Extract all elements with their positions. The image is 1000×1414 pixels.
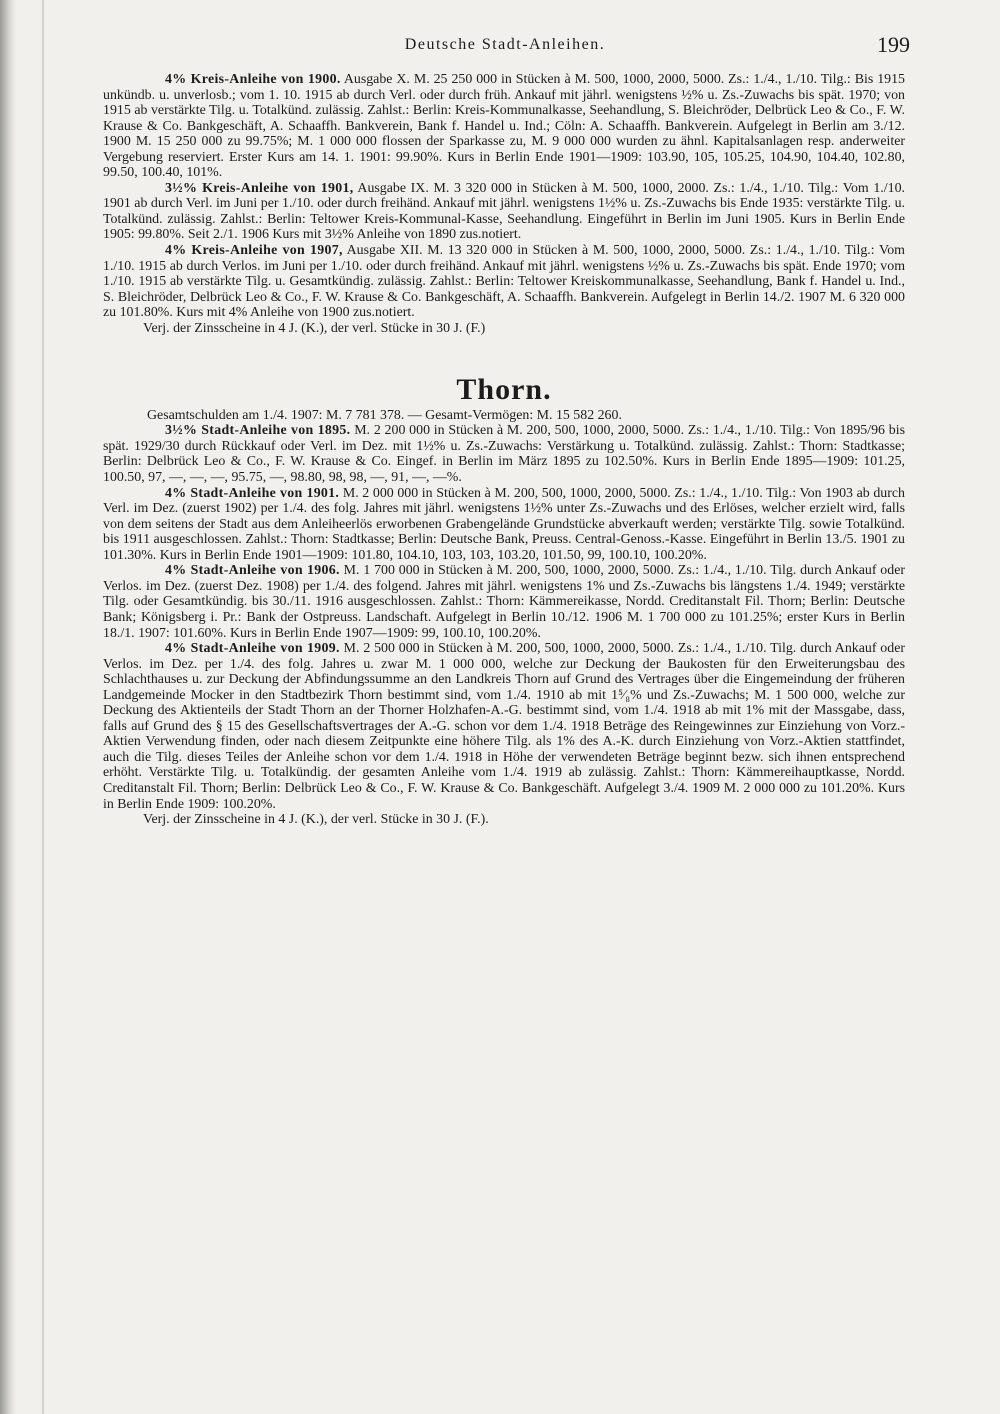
entry-kreis-anleihe-1907 xyxy=(103,243,905,321)
entry-text: M. 2 500 000 in Stücken à M. 200, 500, 1000, 2000, 5000. Zs.: 1./4., 1./10. Tilg. durch Ankauf oder Verlos. im Dez. per 1./4. des folg. Jahres u. zwar M. 1 000 000, welche zur Deckung der Baukosten für den Erweiterungsbau des Schlachthauses u. zur Deckung der Abfindungssumme an den Landkreis Thorn auf Grund des Vertrages über die Eingemeindung der früheren Landgemeinde Mocker in den Stadtbezirk Thorn bestimmt sind, vom 1./4. 1910 ab mit 1⁵⁄₈% und Zs.-Zuwachs; M. 1 500 000, welche zur Deckung des Aktienteils der Stadt Thorn an der Thorner Holzhafen-A.-G. bestimmt sind, vom 1./4. 1918 ab mit 1% mit der Massgabe, dass, falls auf Grund des § 15 des Gesellschaftsvertrages der A.-G. schon vor dem 1./4. 1918 Beträge des Reingewinnes zur Einziehung von Vorz.-Aktien Verwendung finden, oder nach diesem Zeitpunkte eine höhere Tilg. als 1% des A.-K. durch Einziehung von Vorz.-Aktien stattfindet, auch die Tilg. dieses Teiles der Anleihe schon vor dem 1./4. 1918 in Höhe der verwendeten Beträge beginnt bezw. sich ihnen entsprechend erhöht. Verstärkte Tilg. u. Totalkündig. der gesamten Anleihe vom 1./4. 1919 ab zulässig. Zahlst.: Thorn: Kämmereihauptkasse, Nordd. Creditanstalt Fil. Thorn; Berlin: Delbrück Leo & Co., F. W. Krause & Co. Bankgeschäft. Aufgelegt 3./4. 1909 M. 2 000 000 zu 101.20%. Kurs in Berlin Ende 1909: 100.20%. xyxy=(103,641,905,812)
section-title-thorn: Thorn. xyxy=(456,373,552,407)
page-body xyxy=(103,72,905,828)
entry-stadt-anleihe-1909 xyxy=(103,641,905,812)
entry-text: Ausgabe X. M. 25 250 000 in Stücken à M. 500, 1000, 2000, 5000. Zs.: 1./4., 1./10. Tilg.: Bis 1915 unkündb. u. unverlosb.; vom 1. 10. 1915 ab durch Verl. oder durch früh. Ankauf mit jährl. wenigstens ½% u. Zs.-Zuwachs bis spät. 1970; von 1915 ab verstärkte Tilg. u. Totalkünd. zulässig. Zahlst.: Berlin: Kreis-Kommunalkasse, Seehandlung, S. Bleichröder, Delbrück Leo & Co., F. W. Krause & Co. Bankgeschäft, A. Schaaffh. Bankverein, Bank f. Handel u. Ind.; Cöln: A. Schaaffh. Bankverein. Aufgelegt in Berlin am 3./12. 1900 M. 15 250 000 zu 99.75%; M. 1 000 000 flossen der Sparkasse zu, M. 9 000 000 wurden zu ähnl. Kapitalsanlagen resp. anderweiter Vergebung reserviert. Erster Kurs am 14. 1. 1901: 99.90%. Kurs in Berlin Ende 1901—1909: 103.90, 105, 105.25, 104.90, 104.40, 102.80, 99.50, 100.40, 101%. xyxy=(103,72,905,181)
entry-title: 4% Kreis-Anleihe von 1900. xyxy=(165,72,341,87)
entry-kreis-anleihe-1900 xyxy=(103,72,905,181)
entry-text: Ausgabe IX. M. 3 320 000 in Stücken à M. 500, 1000, 2000. Zs.: 1./4., 1./10. Tilg.: Vom 1./10. 1901 ab durch Verl. im Juni per 1./10. oder durch freihänd. Ankauf mit jährl. wenigstens 1½% u. Zs.-Zuwachs bis Ende 1935: verstärkte Tilg. u. Totalkünd. zulässig. Zahlst.: Berlin: Teltower Kreis-Kommunal-Kasse, Seehandlung. Eingeführt in Berlin im Juni 1905. Kurs in Berlin Ende 1905: 99.80%. Seit 2./1. 1906 Kurs mit 3½% Anleihe von 1890 zus.notiert. xyxy=(103,180,905,243)
thorn-summary: Gesamtschulden am 1./4. 1907: M. 7 781 378. — Gesamt-Vermögen: M. 15 582 260. xyxy=(147,407,622,423)
entry-title: 4% Stadt-Anleihe von 1906. xyxy=(165,563,340,579)
entry-text: M. 2 000 000 in Stücken à M. 200, 500, 1000, 2000, 5000. Zs.: 1./4., 1./10. Tilg.: Von 1903 ab durch Verl. im Dez. (zuerst 1902) per 1./4. des folg. Jahres mit jährl. wenigstens 1½% unter Zs.-Zuwachs und des Erlöses, welcher erzielt wird, falls von dem seitens der Stadt aus dem Anleiheerlös erworbenen Grabengelände Grundstücke abverkauft werden; verstärkte Tilg. sowie Totalkünd. bis 1911 ausgeschlossen. Zahlst.: Thorn: Stadtkasse; Berlin: Deutsche Bank, Preuss. Central-Genoss.-Kasse. Eingeführt in Berlin 13./5. 1901 zu 101.30%. Kurs in Berlin Ende 1901—1909: 101.80, 104.10, 103, 103, 103.20, 101.50, 99, 100.10, 100.20%. xyxy=(103,485,905,563)
kreis-verjaehrung-note: Verj. der Zinsscheine in 4 J. (K.), der verl. Stücke in 30 J. (F.) xyxy=(143,320,486,336)
running-head: Deutsche Stadt-Anleihen. xyxy=(404,36,606,53)
entry-text: M. 2 200 000 in Stücken à M. 200, 500, 1000, 2000, 5000. Zs.: 1./4., 1./10. Tilg.: Von 1895/96 bis spät. 1929/30 durch Rückkauf oder Verl. im Dez. mit 1½% u. Zs.-Zuwachs: Verstärkung u. Totalkünd. zulässig. Zahlst.: Thorn: Stadtkasse; Berlin: Delbrück Leo & Co., F. W. Krause & Co. Eingef. in Berlin im März 1895 zu 102.50%. Kurs in Berlin Ende 1895—1909: 101.25, 100.50, 97, —, —, —, 95.75, —, 98.80, 98, 98, —, 91, —, —%. xyxy=(103,423,905,486)
entry-stadt-anleihe-1901 xyxy=(103,486,905,564)
entry-text: M. 1 700 000 in Stücken à M. 200, 500, 1000, 2000, 5000. Zs.: 1./4., 1./10. Tilg. durch Ankauf oder Verlos. im Dez. (zuerst Dez. 1908) per 1./4. des folgend. Jahres mit jährl. wenigstens 1% und Zs.-Zuwachs bis längstens 1./4. 1949; verstärkte Tilg. oder Gesamtkündig. bis 30./11. 1916 ausgeschlossen. Zahlst.: Thorn: Kämmereikasse, Nordd. Creditanstalt Fil. Thorn; Berlin: Deutsche Bank; Königsberg i. Pr.: Bank der Ostpreuss. Landschaft. Aufgelegt in Berlin 10./12. 1906 M. 1 700 000 zu 101.25%; erster Kurs in Berlin 18./1. 1907: 101.60%. Kurs in Berlin Ende 1907—1909: 99, 100.10, 100.20%. xyxy=(103,563,905,641)
page-fold-line xyxy=(42,0,44,1414)
entry-stadt-anleihe-1895 xyxy=(103,423,905,485)
entry-title: 4% Stadt-Anleihe von 1909. xyxy=(165,641,340,657)
entry-stadt-anleihe-1906 xyxy=(103,563,905,641)
page-number: 199 xyxy=(877,32,910,57)
page-header xyxy=(100,32,910,62)
page-edge-shadow xyxy=(0,0,16,1414)
entry-title: 4% Stadt-Anleihe von 1901. xyxy=(165,485,340,501)
entry-text: Ausgabe XII. M. 13 320 000 in Stücken à M. 500, 1000, 2000, 5000. Zs.: 1./4., 1./10. Tilg.: Vom 1./10. 1915 ab durch Verlos. im Juni per 1./10. oder durch freihänd. Ankauf mit jährl. wenigstens ½% u. Zs.-Zuwachs bis spät. Ende 1970; vom 1./10. 1915 ab verstärkte Tilg. u. Gesamtkündig. zulässig. Zahlst.: Berlin: Teltower Kreiskommunalkasse, Seehandlung, Bank f. Handel u. Ind., S. Bleichröder, Delbrück Leo & Co., F. W. Krause & Co. Bankgeschäft, A. Schaaffh. Bankverein. Aufgelegt in Berlin 14./2. 1907 M. 6 320 000 zu 101.80%. Kurs mit 4% Anleihe von 1900 zus.notiert. xyxy=(103,243,905,321)
entry-title: 3½% Stadt-Anleihe von 1895. xyxy=(165,423,351,439)
entry-title: 3½% Kreis-Anleihe von 1901, xyxy=(165,180,354,196)
thorn-verjaehrung-note: Verj. der Zinsscheine in 4 J. (K.), der verl. Stücke in 30 J. (F.). xyxy=(143,812,489,828)
entry-kreis-anleihe-1901 xyxy=(103,181,905,243)
entry-title: 4% Kreis-Anleihe von 1907, xyxy=(165,243,343,259)
